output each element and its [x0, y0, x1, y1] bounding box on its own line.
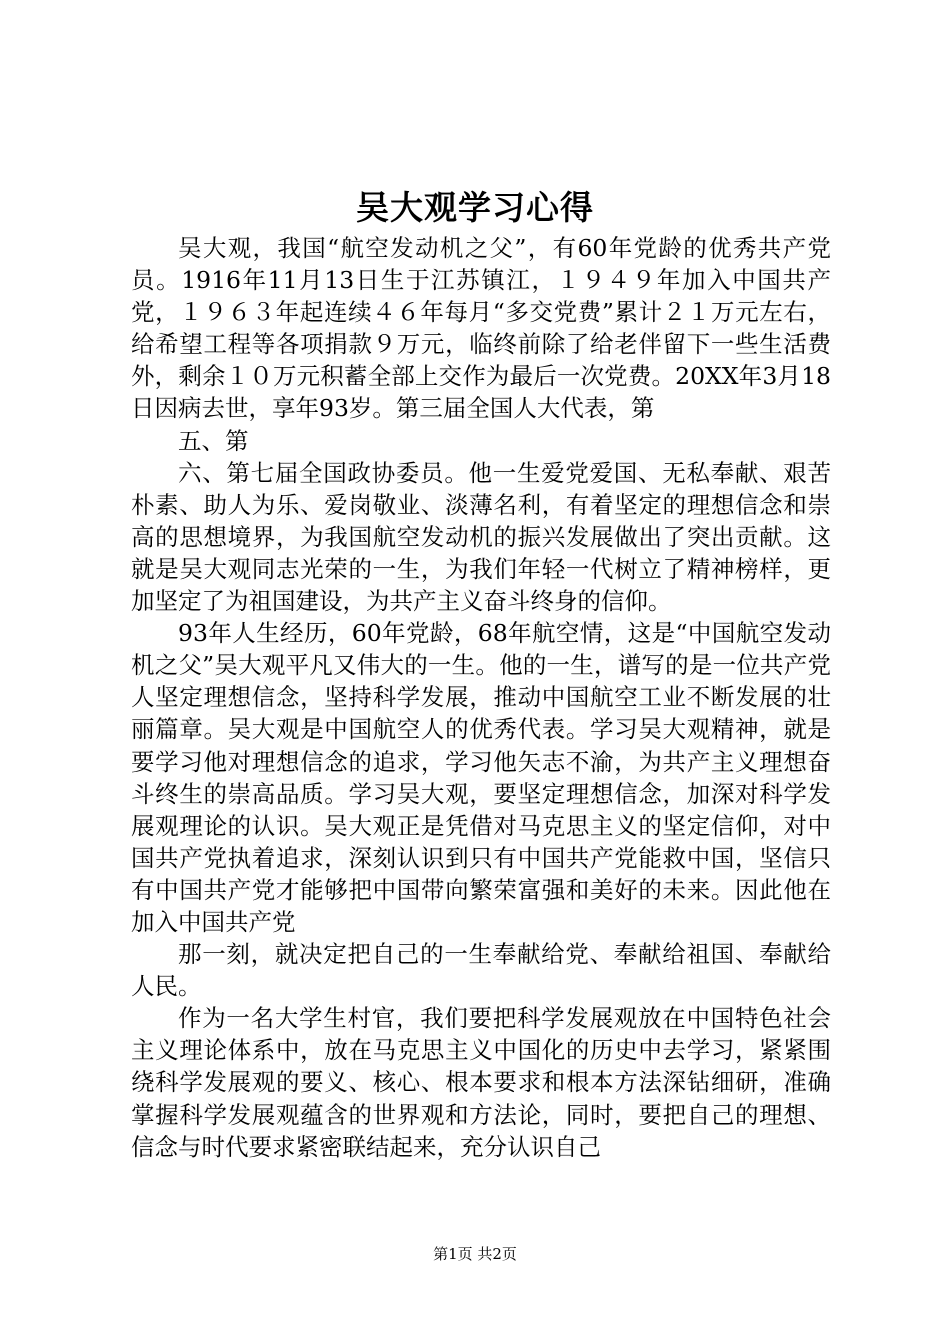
paragraph: 那一刻，就决定把自己的一生奉献给党、奉献给祖国、奉献给人民。 — [131, 940, 831, 1001]
paragraph: 93年人生经历，60年党龄，68年航空情，这是“中国航空发动机之父”吴大观平凡又伟大的一生。他的一生，谱写的是一位共产党人坚定理想信念，坚持科学发展，推动中国航空工业不断发展的壮丽篇章。吴大观是中国航空人的优秀代表。学习吴大观精神，就是要学习他对理想信念的追求，学习他矢志不渝，为共产主义理想奋斗终生的崇高品质。学习吴大观，要坚定理想信念，加深对科学发展观理论的认识。吴大观正是凭借对马克思主义的坚定信仰，对中国共产党执着追求，深刻认识到只有中国共产党能救中国，坚信只有中国共产党才能够把中国带向繁荣富强和美好的未来。因此他在加入中国共产党 — [131, 619, 831, 936]
paragraph: 作为一名大学生村官，我们要把科学发展观放在中国特色社会主义理论体系中，放在马克思主义中国化的历史中去学习，紧紧围绕科学发展观的要义、核心、根本要求和根本方法深钻细研，准确掌握科学发展观蕴含的世界观和方法论，同时，要把自己的理想、信念与时代要求紧密联结起来，充分认识自己 — [131, 1004, 831, 1161]
paragraph: 六、第七届全国政协委员。他一生爱党爱国、无私奉献、艰苦朴素、助人为乐、爱岗敬业、淡薄名利，有着坚定的理想信念和崇高的思想境界，为我国航空发动机的振兴发展做出了突出贡献。这就是吴大观同志光荣的一生，为我们年轻一代树立了精神榜样，更加坚定了为祖国建设，为共产主义奋斗终身的信仰。 — [131, 458, 831, 616]
paragraph: 五、第 — [178, 426, 249, 455]
document-body — [131, 232, 831, 1163]
document-title: 吴大观学习心得 — [356, 188, 594, 227]
page-indicator: 第1页 共2页 — [433, 1245, 517, 1263]
paragraph: 吴大观，我国“航空发动机之父”，有60年党龄的优秀共产党员。1916年11月13日生于江苏镇江，１９４９年加入中国共产党，１９６３年起连续４６年每月“多交党费”累计２１万元左右，给希望工程等各项捐款９万元，临终前除了给老伴留下一些生活费外，剩余１０万元积蓄全部上交作为最后一次党费。20XX年3月18日因病去世，享年93岁。第三届全国人大代表，第 — [131, 234, 831, 423]
